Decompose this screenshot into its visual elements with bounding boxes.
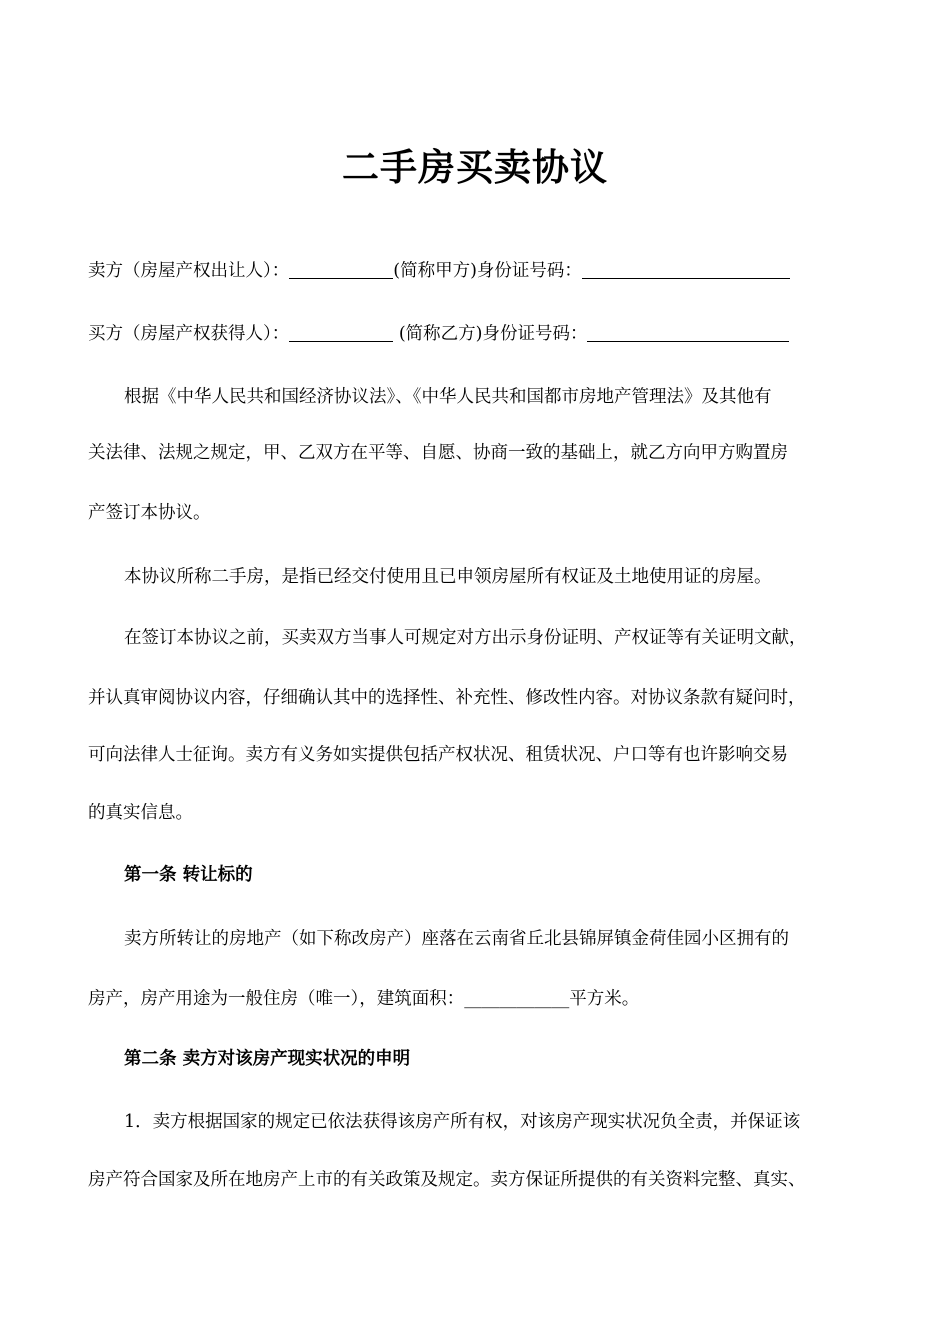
article1-heading: 第一条 转让标的 (124, 865, 253, 885)
notice-paragraph-line: 并认真审阅协议内容，仔细确认其中的选择性、补充性、修改性内容。对协议条款有疑问时， (88, 688, 806, 708)
seller-abbr-label: (简称甲方)身份证号码： (393, 261, 582, 281)
seller-label: 卖方（房屋产权出让人）： (88, 261, 290, 281)
article1-line: 卖方所转让的房地产（如下称改房产）座落在云南省丘北县锦屏镇金荷佳园小区拥有的 (124, 929, 789, 949)
buyer-abbr-label: (简称乙方)身份证号码： (398, 324, 588, 344)
article2-item-line: 房产符合国家及所在地房产上市的有关政策及规定。卖方保证所提供的有关资料完整、真实、 (88, 1170, 806, 1190)
article2-item-line: 1．卖方根据国家的规定已依法获得该房产所有权，对该房产现实状况负全责，并保证该 (124, 1112, 801, 1132)
notice-paragraph-line: 的真实信息。 (88, 803, 193, 823)
article1-area-line (88, 987, 639, 1011)
document-title: 二手房买卖协议 (342, 145, 608, 189)
seller-line (88, 259, 790, 283)
buyer-label: 买方（房屋产权获得人）： (88, 324, 290, 344)
seller-id-blank (582, 260, 790, 279)
seller-name-blank (289, 260, 393, 279)
area-blank: ____________ (464, 989, 570, 1009)
basis-paragraph-line: 产签订本协议。 (88, 503, 211, 523)
notice-paragraph-line: 在签订本协议之前，买卖双方当事人可规定对方出示身份证明、产权证等有关证明文献， (124, 628, 807, 648)
definition-paragraph: 本协议所称二手房，是指已经交付使用且已申领房屋所有权证及土地使用证的房屋。 (124, 567, 772, 587)
buyer-name-blank (289, 323, 393, 342)
notice-paragraph-line: 可向法律人士征询。卖方有义务如实提供包括产权状况、租赁状况、户口等有也许影响交易 (88, 745, 788, 765)
area-prefix: 房产，房产用途为一般住房（唯一），建筑面积： (88, 989, 465, 1009)
buyer-line (88, 322, 789, 346)
article2-heading: 第二条 卖方对该房产现实状况的申明 (124, 1049, 411, 1069)
basis-paragraph-line: 根据《中华人民共和国经济协议法》、《中华人民共和国都市房地产管理法》及其他有 (124, 387, 772, 407)
area-unit: 平方米。 (569, 989, 640, 1009)
basis-paragraph-line: 关法律、法规之规定，甲、乙双方在平等、自愿、协商一致的基础上，就乙方向甲方购置房 (88, 443, 788, 463)
buyer-id-blank (587, 323, 789, 342)
